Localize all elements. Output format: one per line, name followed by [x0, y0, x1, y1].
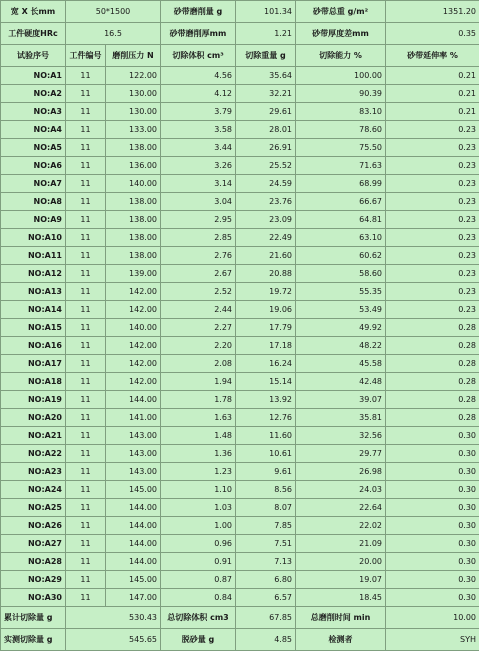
volume-cell: 1.36: [161, 445, 236, 463]
test-id-cell: NO:A1: [1, 67, 66, 85]
summary-label: 检测者: [296, 629, 386, 651]
pressure-cell: 143.00: [106, 427, 161, 445]
summary-row1: [1, 607, 479, 629]
weight-cell: 23.09: [236, 211, 296, 229]
elongation-cell: 0.30: [386, 445, 479, 463]
workpiece-cell: 11: [66, 139, 106, 157]
capacity-cell: 20.00: [296, 553, 386, 571]
workpiece-cell: 11: [66, 517, 106, 535]
weight-cell: 7.51: [236, 535, 296, 553]
volume-cell: 3.14: [161, 175, 236, 193]
column-header: 试验序号: [1, 45, 66, 67]
workpiece-cell: 11: [66, 319, 106, 337]
volume-cell: 1.23: [161, 463, 236, 481]
capacity-cell: 45.58: [296, 355, 386, 373]
workpiece-cell: 11: [66, 391, 106, 409]
info-label: 砂带磨削厚mm: [161, 23, 236, 45]
workpiece-cell: 11: [66, 553, 106, 571]
column-header: 切除体积 cm³: [161, 45, 236, 67]
table-row: [1, 535, 479, 553]
capacity-cell: 32.56: [296, 427, 386, 445]
table-row: [1, 175, 479, 193]
workpiece-cell: 11: [66, 301, 106, 319]
info-value: 1.21: [236, 23, 296, 45]
elongation-cell: 0.28: [386, 409, 479, 427]
summary-label: 累计切除量 g: [1, 607, 66, 629]
elongation-cell: 0.23: [386, 301, 479, 319]
elongation-cell: 0.23: [386, 247, 479, 265]
info-label: 工件硬度HRc: [1, 23, 66, 45]
table-row: [1, 373, 479, 391]
info-row-2: [1, 23, 479, 45]
capacity-cell: 19.07: [296, 571, 386, 589]
volume-cell: 0.96: [161, 535, 236, 553]
test-id-cell: NO:A29: [1, 571, 66, 589]
test-id-cell: NO:A17: [1, 355, 66, 373]
info-value: 101.34: [236, 1, 296, 23]
pressure-cell: 143.00: [106, 463, 161, 481]
volume-cell: 1.63: [161, 409, 236, 427]
table-row: [1, 589, 479, 607]
table-row: [1, 85, 479, 103]
test-id-cell: NO:A5: [1, 139, 66, 157]
pressure-cell: 133.00: [106, 121, 161, 139]
test-id-cell: NO:A19: [1, 391, 66, 409]
volume-cell: 2.44: [161, 301, 236, 319]
elongation-cell: 0.23: [386, 175, 479, 193]
summary-label: 实测切除量 g: [1, 629, 66, 651]
pressure-cell: 141.00: [106, 409, 161, 427]
table-row: [1, 139, 479, 157]
table-row: [1, 211, 479, 229]
volume-cell: 3.44: [161, 139, 236, 157]
test-id-cell: NO:A21: [1, 427, 66, 445]
workpiece-cell: 11: [66, 337, 106, 355]
capacity-cell: 55.35: [296, 283, 386, 301]
test-id-cell: NO:A16: [1, 337, 66, 355]
column-header: 切除重量 g: [236, 45, 296, 67]
test-id-cell: NO:A10: [1, 229, 66, 247]
volume-cell: 3.79: [161, 103, 236, 121]
weight-cell: 25.52: [236, 157, 296, 175]
elongation-cell: 0.23: [386, 229, 479, 247]
column-header: 切除能力 %: [296, 45, 386, 67]
pressure-cell: 142.00: [106, 355, 161, 373]
volume-cell: 0.91: [161, 553, 236, 571]
volume-cell: 2.27: [161, 319, 236, 337]
test-id-cell: NO:A20: [1, 409, 66, 427]
pressure-cell: 138.00: [106, 229, 161, 247]
pressure-cell: 122.00: [106, 67, 161, 85]
test-id-cell: NO:A4: [1, 121, 66, 139]
elongation-cell: 0.23: [386, 283, 479, 301]
capacity-cell: 71.63: [296, 157, 386, 175]
table-row: [1, 247, 479, 265]
capacity-cell: 26.98: [296, 463, 386, 481]
weight-cell: 6.80: [236, 571, 296, 589]
test-id-cell: NO:A9: [1, 211, 66, 229]
volume-cell: 1.78: [161, 391, 236, 409]
capacity-cell: 75.50: [296, 139, 386, 157]
info-label: 宽 X 长mm: [1, 1, 66, 23]
summary-value: SYH: [386, 629, 479, 651]
elongation-cell: 0.23: [386, 139, 479, 157]
column-header: 工件编号: [66, 45, 106, 67]
workpiece-cell: 11: [66, 85, 106, 103]
volume-cell: 1.00: [161, 517, 236, 535]
elongation-cell: 0.28: [386, 319, 479, 337]
weight-cell: 26.91: [236, 139, 296, 157]
pressure-cell: 147.00: [106, 589, 161, 607]
test-id-cell: NO:A13: [1, 283, 66, 301]
volume-cell: 1.94: [161, 373, 236, 391]
volume-cell: 2.08: [161, 355, 236, 373]
table-row: [1, 229, 479, 247]
volume-cell: 2.76: [161, 247, 236, 265]
table-row: [1, 355, 479, 373]
capacity-cell: 29.77: [296, 445, 386, 463]
elongation-cell: 0.28: [386, 355, 479, 373]
weight-cell: 19.06: [236, 301, 296, 319]
weight-cell: 24.59: [236, 175, 296, 193]
pressure-cell: 145.00: [106, 571, 161, 589]
table-row: [1, 319, 479, 337]
pressure-cell: 140.00: [106, 175, 161, 193]
elongation-cell: 0.28: [386, 337, 479, 355]
workpiece-cell: 11: [66, 247, 106, 265]
workpiece-cell: 11: [66, 409, 106, 427]
column-header: 砂带延伸率 %: [386, 45, 479, 67]
table-row: [1, 391, 479, 409]
volume-cell: 1.10: [161, 481, 236, 499]
summary-label: 总磨削时间 min: [296, 607, 386, 629]
workpiece-cell: 11: [66, 463, 106, 481]
column-header: 磨削压力 N: [106, 45, 161, 67]
pressure-cell: 130.00: [106, 103, 161, 121]
capacity-cell: 63.10: [296, 229, 386, 247]
workpiece-cell: 11: [66, 211, 106, 229]
summary-value: 545.65: [66, 629, 161, 651]
pressure-cell: 145.00: [106, 481, 161, 499]
elongation-cell: 0.30: [386, 589, 479, 607]
summary-value: 530.43: [66, 607, 161, 629]
test-id-cell: NO:A22: [1, 445, 66, 463]
test-id-cell: NO:A3: [1, 103, 66, 121]
workpiece-cell: 11: [66, 67, 106, 85]
capacity-cell: 60.62: [296, 247, 386, 265]
pressure-cell: 138.00: [106, 139, 161, 157]
elongation-cell: 0.28: [386, 373, 479, 391]
workpiece-cell: 11: [66, 175, 106, 193]
capacity-cell: 100.00: [296, 67, 386, 85]
volume-cell: 4.12: [161, 85, 236, 103]
volume-cell: 2.85: [161, 229, 236, 247]
pressure-cell: 143.00: [106, 445, 161, 463]
info-label: 砂带厚度差mm: [296, 23, 386, 45]
weight-cell: 17.18: [236, 337, 296, 355]
volume-cell: 4.56: [161, 67, 236, 85]
workpiece-cell: 11: [66, 499, 106, 517]
elongation-cell: 0.30: [386, 571, 479, 589]
table-row: [1, 427, 479, 445]
test-id-cell: NO:A8: [1, 193, 66, 211]
capacity-cell: 78.60: [296, 121, 386, 139]
table-row: [1, 409, 479, 427]
workpiece-cell: 11: [66, 589, 106, 607]
capacity-cell: 68.99: [296, 175, 386, 193]
workpiece-cell: 11: [66, 481, 106, 499]
test-id-cell: NO:A26: [1, 517, 66, 535]
table-row: [1, 499, 479, 517]
volume-cell: 3.04: [161, 193, 236, 211]
pressure-cell: 142.00: [106, 337, 161, 355]
weight-cell: 7.85: [236, 517, 296, 535]
workpiece-cell: 11: [66, 571, 106, 589]
table-row: [1, 553, 479, 571]
table-row: [1, 571, 479, 589]
volume-cell: 3.58: [161, 121, 236, 139]
info-label: 砂带磨削量 g: [161, 1, 236, 23]
test-id-cell: NO:A15: [1, 319, 66, 337]
workpiece-cell: 11: [66, 103, 106, 121]
test-id-cell: NO:A12: [1, 265, 66, 283]
pressure-cell: 138.00: [106, 247, 161, 265]
pressure-cell: 144.00: [106, 535, 161, 553]
summary-value: 67.85: [236, 607, 296, 629]
capacity-cell: 18.45: [296, 589, 386, 607]
table-row: [1, 283, 479, 301]
capacity-cell: 35.81: [296, 409, 386, 427]
workpiece-cell: 11: [66, 229, 106, 247]
elongation-cell: 0.23: [386, 121, 479, 139]
weight-cell: 20.88: [236, 265, 296, 283]
volume-cell: 2.20: [161, 337, 236, 355]
elongation-cell: 0.30: [386, 499, 479, 517]
workpiece-cell: 11: [66, 265, 106, 283]
workpiece-cell: 11: [66, 283, 106, 301]
volume-cell: 2.67: [161, 265, 236, 283]
test-id-cell: NO:A30: [1, 589, 66, 607]
weight-cell: 32.21: [236, 85, 296, 103]
capacity-cell: 22.64: [296, 499, 386, 517]
table-row: [1, 265, 479, 283]
test-id-cell: NO:A23: [1, 463, 66, 481]
pressure-cell: 138.00: [106, 193, 161, 211]
table-header-row: [1, 45, 479, 67]
test-id-cell: NO:A7: [1, 175, 66, 193]
weight-cell: 10.61: [236, 445, 296, 463]
weight-cell: 35.64: [236, 67, 296, 85]
table-row: [1, 481, 479, 499]
test-id-cell: NO:A27: [1, 535, 66, 553]
info-value: 16.5: [66, 23, 161, 45]
table-row: [1, 121, 479, 139]
workpiece-cell: 11: [66, 355, 106, 373]
volume-cell: 0.87: [161, 571, 236, 589]
test-id-cell: NO:A14: [1, 301, 66, 319]
test-id-cell: NO:A28: [1, 553, 66, 571]
workpiece-cell: 11: [66, 121, 106, 139]
info-row-1: [1, 1, 479, 23]
table-row: [1, 337, 479, 355]
table-row: [1, 517, 479, 535]
pressure-cell: 142.00: [106, 283, 161, 301]
volume-cell: 1.03: [161, 499, 236, 517]
weight-cell: 15.14: [236, 373, 296, 391]
weight-cell: 23.76: [236, 193, 296, 211]
summary-label: 脱砂量 g: [161, 629, 236, 651]
capacity-cell: 90.39: [296, 85, 386, 103]
weight-cell: 29.61: [236, 103, 296, 121]
volume-cell: 2.52: [161, 283, 236, 301]
weight-cell: 11.60: [236, 427, 296, 445]
pressure-cell: 142.00: [106, 301, 161, 319]
test-id-cell: NO:A25: [1, 499, 66, 517]
elongation-cell: 0.21: [386, 85, 479, 103]
weight-cell: 12.76: [236, 409, 296, 427]
volume-cell: 3.26: [161, 157, 236, 175]
volume-cell: 1.48: [161, 427, 236, 445]
elongation-cell: 0.28: [386, 391, 479, 409]
weight-cell: 21.60: [236, 247, 296, 265]
weight-cell: 13.92: [236, 391, 296, 409]
weight-cell: 8.56: [236, 481, 296, 499]
pressure-cell: 138.00: [106, 211, 161, 229]
summary-value: 4.85: [236, 629, 296, 651]
table-row: [1, 157, 479, 175]
elongation-cell: 0.30: [386, 427, 479, 445]
pressure-cell: 136.00: [106, 157, 161, 175]
info-value: 1351.20: [386, 1, 479, 23]
volume-cell: 0.84: [161, 589, 236, 607]
workpiece-cell: 11: [66, 445, 106, 463]
info-value: 0.35: [386, 23, 479, 45]
pressure-cell: 144.00: [106, 499, 161, 517]
workpiece-cell: 11: [66, 193, 106, 211]
table-row: [1, 301, 479, 319]
elongation-cell: 0.30: [386, 517, 479, 535]
test-id-cell: NO:A11: [1, 247, 66, 265]
test-id-cell: NO:A6: [1, 157, 66, 175]
capacity-cell: 21.09: [296, 535, 386, 553]
table-row: [1, 103, 479, 121]
table-row: [1, 463, 479, 481]
elongation-cell: 0.21: [386, 103, 479, 121]
capacity-cell: 49.92: [296, 319, 386, 337]
summary-row2: [1, 629, 479, 651]
weight-cell: 28.01: [236, 121, 296, 139]
capacity-cell: 48.22: [296, 337, 386, 355]
weight-cell: 7.13: [236, 553, 296, 571]
elongation-cell: 0.30: [386, 481, 479, 499]
elongation-cell: 0.23: [386, 211, 479, 229]
weight-cell: 17.79: [236, 319, 296, 337]
elongation-cell: 0.30: [386, 535, 479, 553]
weight-cell: 6.57: [236, 589, 296, 607]
table-row: [1, 445, 479, 463]
elongation-cell: 0.23: [386, 265, 479, 283]
elongation-cell: 0.30: [386, 463, 479, 481]
elongation-cell: 0.23: [386, 157, 479, 175]
workpiece-cell: 11: [66, 373, 106, 391]
capacity-cell: 24.03: [296, 481, 386, 499]
test-id-cell: NO:A18: [1, 373, 66, 391]
pressure-cell: 144.00: [106, 517, 161, 535]
weight-cell: 19.72: [236, 283, 296, 301]
pressure-cell: 144.00: [106, 553, 161, 571]
sheet-body: [1, 1, 479, 651]
pressure-cell: 140.00: [106, 319, 161, 337]
pressure-cell: 144.00: [106, 391, 161, 409]
elongation-cell: 0.23: [386, 193, 479, 211]
summary-value: 10.00: [386, 607, 479, 629]
capacity-cell: 22.02: [296, 517, 386, 535]
elongation-cell: 0.30: [386, 553, 479, 571]
weight-cell: 22.49: [236, 229, 296, 247]
test-id-cell: NO:A2: [1, 85, 66, 103]
capacity-cell: 66.67: [296, 193, 386, 211]
workpiece-cell: 11: [66, 427, 106, 445]
pressure-cell: 139.00: [106, 265, 161, 283]
weight-cell: 9.61: [236, 463, 296, 481]
capacity-cell: 39.07: [296, 391, 386, 409]
table-row: [1, 193, 479, 211]
capacity-cell: 83.10: [296, 103, 386, 121]
info-value: 50*1500: [66, 1, 161, 23]
workpiece-cell: 11: [66, 157, 106, 175]
table-row: [1, 67, 479, 85]
pressure-cell: 142.00: [106, 373, 161, 391]
info-label: 砂带总重 g/m²: [296, 1, 386, 23]
summary-label: 总切除体积 cm3: [161, 607, 236, 629]
volume-cell: 2.95: [161, 211, 236, 229]
weight-cell: 8.07: [236, 499, 296, 517]
test-id-cell: NO:A24: [1, 481, 66, 499]
weight-cell: 16.24: [236, 355, 296, 373]
capacity-cell: 42.48: [296, 373, 386, 391]
pressure-cell: 130.00: [106, 85, 161, 103]
elongation-cell: 0.21: [386, 67, 479, 85]
capacity-cell: 64.81: [296, 211, 386, 229]
capacity-cell: 58.60: [296, 265, 386, 283]
capacity-cell: 53.49: [296, 301, 386, 319]
workpiece-cell: 11: [66, 535, 106, 553]
